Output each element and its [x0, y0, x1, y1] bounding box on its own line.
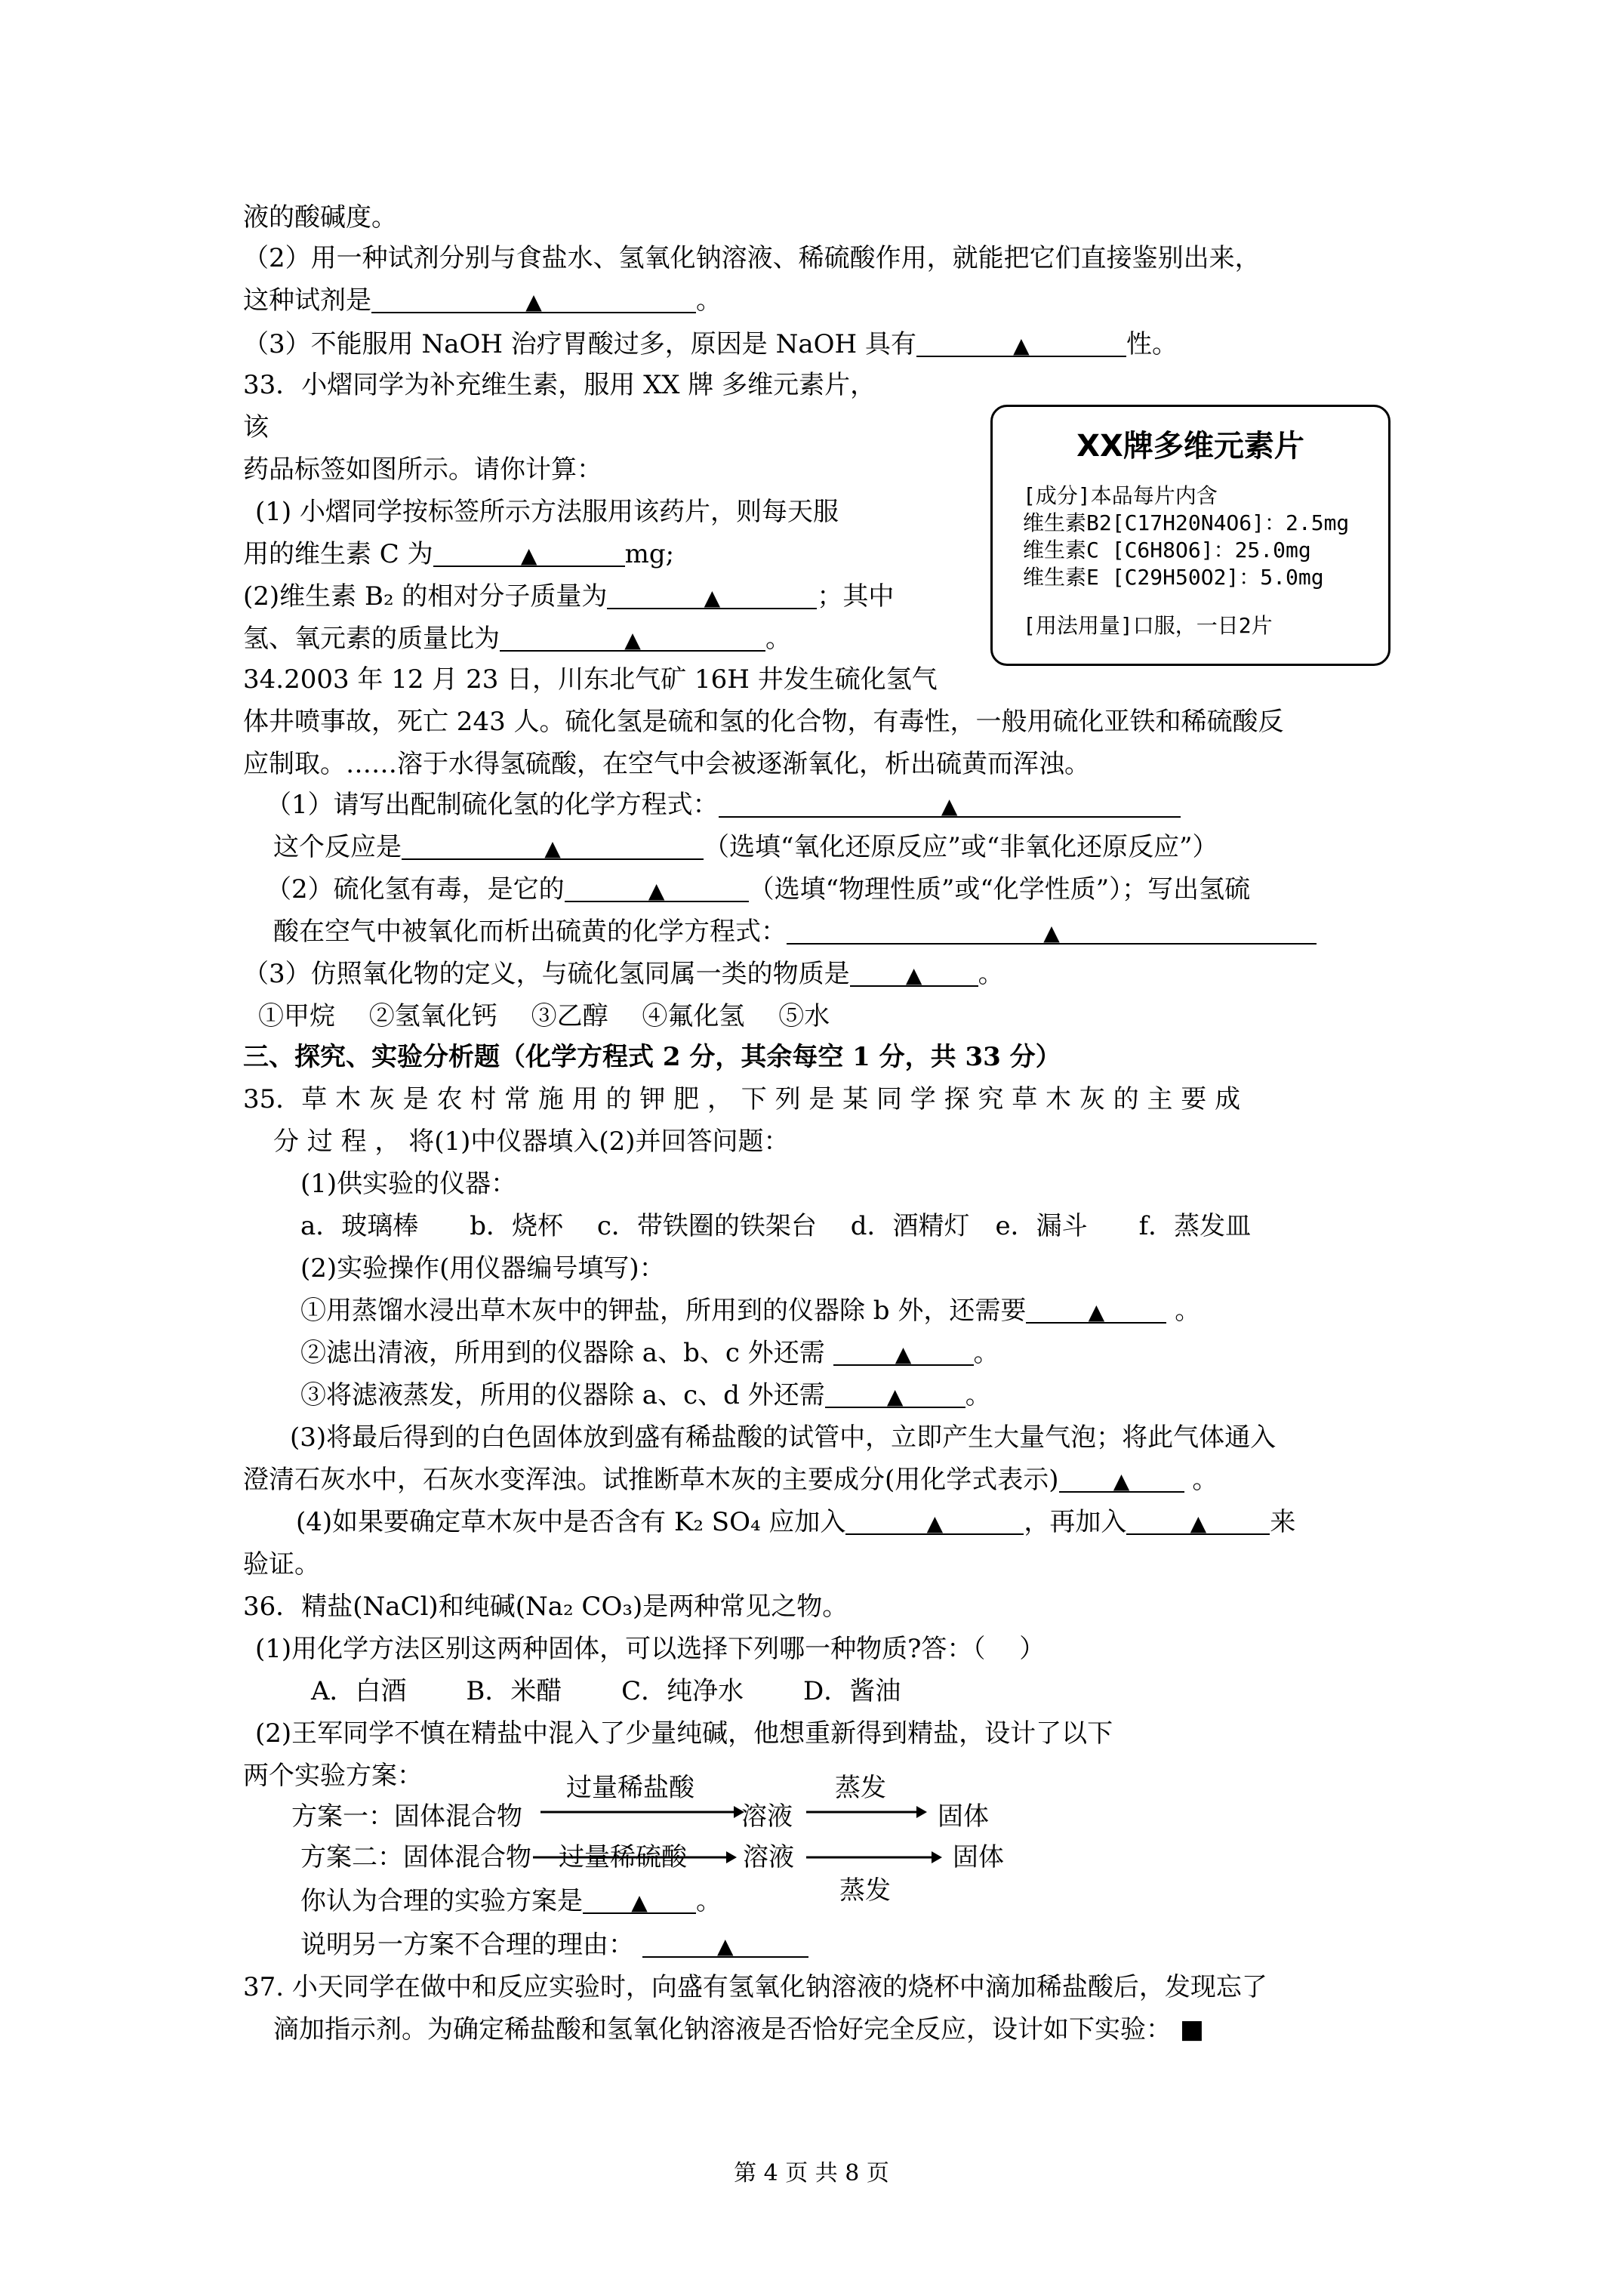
blank-mark: ▲	[648, 878, 665, 903]
text-span: （2）硫化氢有毒，是它的	[266, 874, 565, 905]
text-line	[243, 539, 674, 569]
text-span: （1）请写出配制硫化氢的化学方程式：	[266, 790, 719, 820]
text-span: 性。	[1126, 329, 1178, 359]
text-line: 34.2003 年 12 月 23 日，川东北气矿 16H 井发生硫化氢气	[243, 664, 938, 695]
text-span: ；其中	[817, 581, 895, 612]
blank-mark: ▲	[704, 585, 721, 610]
text-line: 药品标签如图所示。请你计算：	[243, 455, 602, 485]
scheme-2-prefix: 方案二：固体混合物	[300, 1842, 531, 1872]
label-row: [成分]本品每片内含	[1023, 483, 1218, 508]
text-span: 用的维生素 C 为	[243, 539, 433, 569]
text-span: 。	[1192, 1465, 1218, 1495]
blank-mark: ▲	[1013, 333, 1030, 358]
text-line: 两个实验方案：	[243, 1761, 423, 1791]
answer-blank[interactable]	[500, 624, 765, 652]
text-span: 这个反应是	[273, 832, 402, 862]
text-line: 分 过 程 ， 将(1)中仪器填入(2)并回答问题：	[273, 1126, 790, 1157]
text-span: 说明另一方案不合理的理由：	[300, 1930, 634, 1960]
blank-mark: ▲	[525, 289, 542, 314]
answer-blank[interactable]	[1126, 1508, 1270, 1535]
text-line: 该	[243, 412, 269, 442]
text-line: (2)实验操作(用仪器编号填写)：	[300, 1253, 665, 1284]
text-line	[243, 1465, 1218, 1495]
text-span: 。	[765, 624, 791, 654]
text-span: 你认为合理的实验方案是	[300, 1886, 583, 1916]
text-line: a．玻璃棒 b．烧杯 c．带铁圈的铁架台 d．酒精灯 e．漏斗 f．蒸发皿	[300, 1211, 1252, 1241]
text-line: 33．小熠同学为补充维生素，服用 XX 牌 多维元素片，	[243, 370, 876, 400]
text-line: 验证。	[243, 1549, 320, 1579]
arrow-icon	[806, 1804, 927, 1820]
answer-blank[interactable]	[845, 1508, 1024, 1535]
blank-mark: ▲	[717, 1934, 734, 1959]
label-row: 维生素E [C29H50O2]：5.0mg	[1023, 565, 1324, 590]
text-line	[243, 329, 1178, 359]
arrow-icon	[540, 1804, 744, 1820]
text-line	[300, 1296, 1200, 1326]
answer-blank[interactable]	[1026, 1296, 1166, 1324]
text-line: （2）用一种试剂分别与食盐水、氢氧化钠溶液、稀硫酸作用，就能把它们直接鉴别出来，	[243, 243, 1261, 273]
blank-mark: ▲	[1043, 920, 1060, 945]
blank-mark: ▲	[905, 963, 922, 988]
answer-blank[interactable]	[1059, 1465, 1184, 1493]
blank-mark: ▲	[886, 1384, 904, 1409]
end-mark: ■	[1179, 2014, 1204, 2045]
blank-mark: ▲	[631, 1890, 648, 1915]
label-row: 维生素B2[C17H20N4O6]：2.5mg	[1023, 510, 1350, 535]
answer-blank[interactable]	[825, 1381, 965, 1408]
label-title: XX牌多维元素片	[1076, 429, 1304, 464]
text-line: ①甲烷 ②氢氧化钙 ③乙醇 ④氟化氢 ⑤水	[258, 1001, 830, 1031]
text-span: (4)如果要确定草木灰中是否含有 K₂ SO₄ 应加入	[296, 1507, 846, 1537]
text-span: 来	[1270, 1507, 1296, 1537]
blank-mark: ▲	[1113, 1469, 1130, 1493]
blank-mark: ▲	[520, 543, 537, 568]
text-line	[300, 1338, 999, 1368]
text-line	[273, 917, 1317, 947]
label-row: [用法用量]口服，一日2片	[1023, 613, 1273, 638]
blank-mark: ▲	[544, 836, 561, 861]
text-span: 这种试剂是	[243, 285, 371, 316]
arrow-icon	[533, 1850, 737, 1865]
text-span: 。	[978, 959, 1004, 989]
text-line: (1)供实验的仪器：	[300, 1169, 517, 1199]
answer-blank[interactable]	[607, 582, 817, 609]
answer-blank[interactable]	[402, 833, 704, 860]
blank-mark: ▲	[926, 1511, 944, 1536]
medicine-label	[990, 405, 1390, 666]
text-line: 37. 小天同学在做中和反应实验时，向盛有氢氧化钠溶液的烧杯中滴加稀盐酸后，发现忘了	[243, 1972, 1267, 2002]
text-line: (1) 小熠同学按标签所示方法服用该药片，则每天服	[255, 497, 839, 527]
blank-mark: ▲	[1088, 1299, 1105, 1324]
scheme-2-mid: 溶液	[743, 1842, 794, 1872]
text-line	[300, 1380, 991, 1410]
text-line	[243, 581, 894, 612]
text-span: 。	[965, 1380, 991, 1410]
text-span: （选填“物理性质”或“化学性质”）；写出氢硫	[748, 874, 1251, 905]
answer-blank[interactable]	[371, 286, 696, 313]
text-span: 氢、氧元素的质量比为	[243, 624, 500, 654]
scheme-1-end: 固体	[938, 1801, 989, 1832]
blank-mark: ▲	[941, 794, 958, 818]
answer-blank[interactable]	[565, 875, 749, 902]
text-span: ，再加入	[1024, 1507, 1127, 1537]
text-line	[243, 624, 791, 654]
scheme-2-step: 蒸发	[839, 1875, 891, 1906]
answer-blank[interactable]	[916, 330, 1126, 357]
answer-blank[interactable]	[433, 540, 625, 567]
text-line	[273, 2014, 1204, 2045]
text-line: A．白酒 B．米醋 C．纯净水 D．酱油	[311, 1676, 901, 1706]
text-span: 。	[973, 1338, 999, 1368]
text-line	[266, 874, 1250, 905]
text-span: （3）不能服用 NaOH 治疗胃酸过多，原因是 NaOH 具有	[243, 329, 916, 359]
blank-mark: ▲	[1190, 1511, 1207, 1536]
answer-blank[interactable]	[850, 960, 978, 987]
text-span: ②滤出清液，所用到的仪器除 a、b、c 外还需	[300, 1338, 825, 1368]
text-line: (1)用化学方法区别这两种固体，可以选择下列哪一种物质?答：（ ）	[255, 1634, 1046, 1664]
text-line	[243, 959, 1004, 989]
text-line: 液的酸碱度。	[243, 202, 397, 233]
text-span: ①用蒸馏水浸出草木灰中的钾盐，所用到的仪器除 b 外，还需要	[300, 1296, 1027, 1326]
text-line: 体井喷事故，死亡 243 人。硫化氢是硫和氢的化合物，有毒性，一般用硫化亚铁和稀硫酸反	[243, 707, 1284, 737]
answer-blank[interactable]	[642, 1931, 808, 1958]
scheme-1-reagent: 过量稀盐酸	[566, 1773, 694, 1803]
answer-blank[interactable]	[833, 1339, 974, 1366]
text-line: 36．精盐(NaCl)和纯碱(Na₂ CO₃)是两种常见之物。	[243, 1592, 848, 1622]
text-line	[296, 1507, 1295, 1537]
scheme-1-step: 蒸发	[835, 1773, 886, 1803]
answer-blank[interactable]	[583, 1887, 696, 1914]
text-line: 35．草 木 灰 是 农 村 常 施 用 的 钾 肥 ， 下 列 是 某 同 学 探 究 草 木 灰 的 主 要 成	[243, 1084, 1241, 1114]
scheme-2-reagent: 过量稀硫酸	[559, 1842, 687, 1872]
answer-blank[interactable]	[787, 917, 1317, 945]
text-span: （选填“氧化还原反应”或“非氧化还原反应”）	[704, 832, 1218, 862]
arrow-icon	[806, 1850, 942, 1865]
section-heading: 三、探究、实验分析题（化学方程式 2 分，其余每空 1 分，共 33 分）	[243, 1042, 1061, 1072]
text-span: 酸在空气中被氧化而析出硫黄的化学方程式：	[273, 917, 787, 947]
scheme-2-end: 固体	[953, 1842, 1004, 1872]
blank-mark: ▲	[895, 1342, 912, 1367]
text-line	[300, 1886, 722, 1916]
text-line	[300, 1930, 808, 1960]
answer-blank[interactable]	[719, 791, 1181, 818]
label-row: 维生素C [C6H8O6]：25.0mg	[1023, 538, 1311, 562]
text-span: mg;	[624, 539, 675, 569]
text-line	[273, 832, 1218, 862]
text-span: 。	[1175, 1296, 1201, 1326]
text-line: 这种试剂是 ▲ 。	[243, 285, 722, 316]
blank-mark: ▲	[624, 627, 641, 652]
text-line: (3)将最后得到的白色固体放到盛有稀盐酸的试管中，立即产生大量气泡；将此气体通入	[290, 1422, 1277, 1453]
scheme-1-prefix: 方案一：固体混合物	[291, 1801, 522, 1832]
text-line: 应制取。……溶于水得氢硫酸，在空气中会被逐渐氧化，析出硫黄而浑浊。	[243, 749, 1090, 779]
text-span: 。	[696, 1886, 722, 1916]
page-footer: 第 4 页 共 8 页	[734, 2160, 889, 2187]
text-span: 澄清石灰水中，石灰水变浑浊。试推断草木灰的主要成分(用化学式表示)	[243, 1465, 1059, 1495]
text-line: (2)王军同学不慎在精盐中混入了少量纯碱，他想重新得到精盐，设计了以下	[255, 1718, 1113, 1749]
scheme-1-mid: 溶液	[741, 1801, 793, 1832]
text-span: 滴加指示剂。为确定稀盐酸和氢氧化钠溶液是否恰好完全反应，设计如下实验：	[273, 2014, 1172, 2045]
text-span: （3）仿照氧化物的定义，与硫化氢同属一类的物质是	[243, 959, 850, 989]
text-span: ③将滤液蒸发，所用的仪器除 a、c、d 外还需	[300, 1380, 825, 1410]
text-line	[266, 790, 1181, 820]
text-span: (2)维生素 B₂ 的相对分子质量为	[243, 581, 608, 612]
